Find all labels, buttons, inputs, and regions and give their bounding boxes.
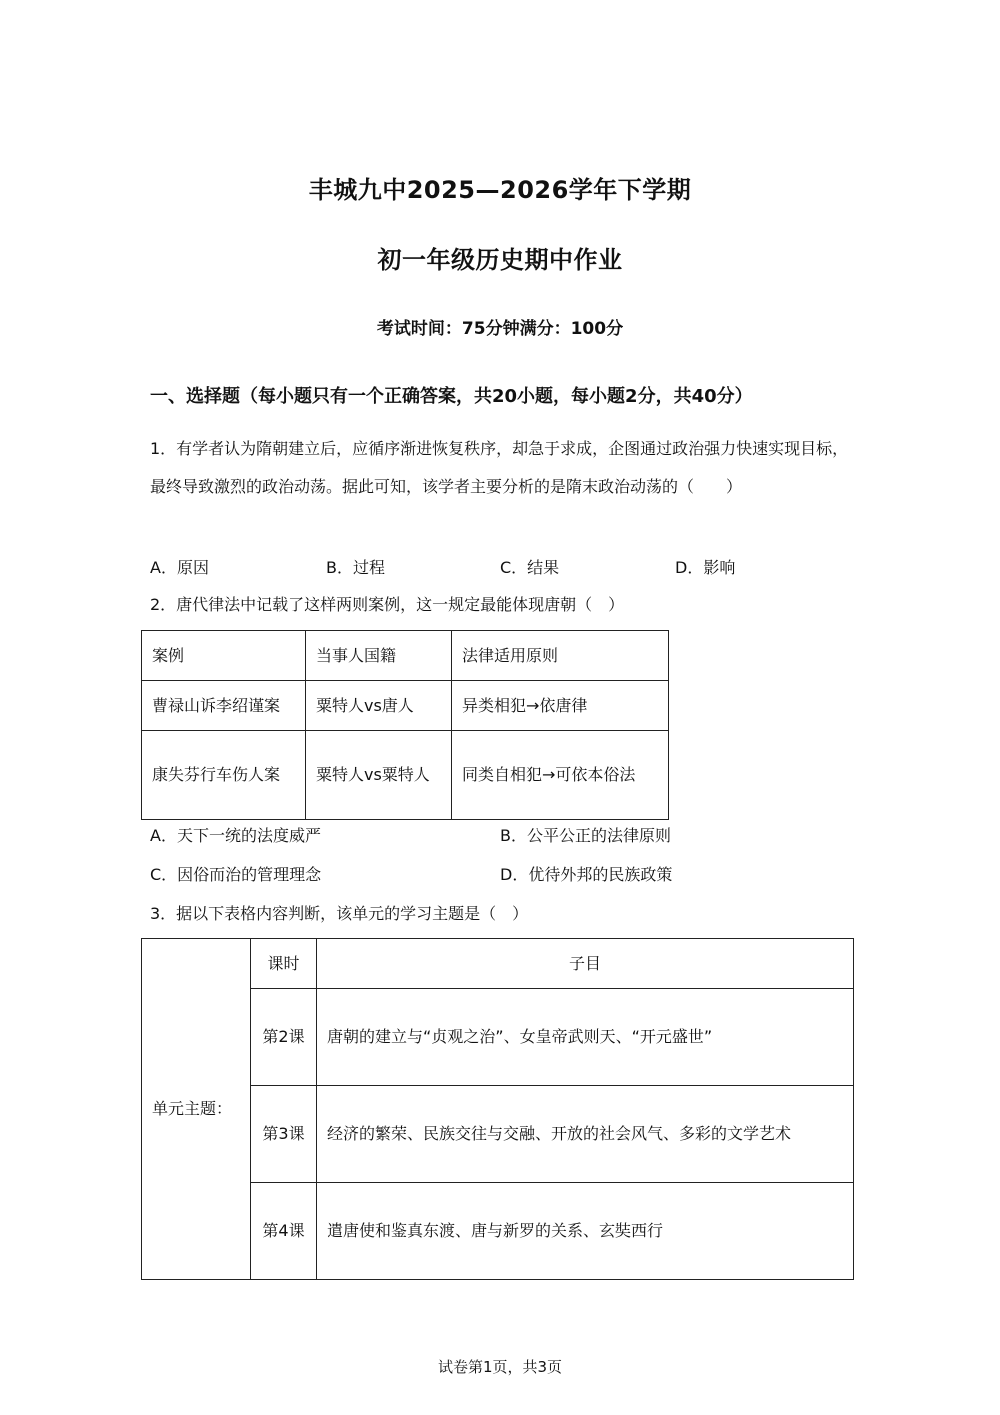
table-row [142, 681, 669, 731]
table-header-row [142, 631, 669, 681]
question-1-stem: 1．有学者认为隋朝建立后，应循序渐进恢复秩序，却急于求成，企图通过政治强力快速实现目标，最终导致激烈的政治动荡。据此可知，该学者主要分析的是隋末政治动荡的（ ） [150, 439, 849, 496]
question-1-option-d[interactable]: D．影响 [675, 558, 736, 577]
table-header-cell: 法律适用原则 [452, 631, 669, 681]
table-cell: 同类自相犯→可依本俗法 [452, 731, 669, 820]
table-cell: 康失芬行车伤人案 [142, 731, 306, 820]
question-3-stem: 3．据以下表格内容判断，该单元的学习主题是（ ） [150, 904, 529, 923]
question-1-option-a[interactable]: A．原因 [150, 558, 209, 577]
page-footer: 试卷第1页，共3页 [437, 1358, 563, 1376]
table-cell: 第3课 [251, 1086, 317, 1183]
table-cell: 第4课 [251, 1183, 317, 1280]
table-cell: 粟特人vs粟特人 [306, 731, 452, 820]
question-2-options-row1 [150, 823, 850, 847]
table-row [142, 731, 669, 820]
section-heading: 一、选择题（每小题只有一个正确答案，共20小题，每小题2分，共40分） [150, 386, 753, 407]
table-cell: 遣唐使和鉴真东渡、唐与新罗的关系、玄奘西行 [317, 1183, 854, 1280]
question-1-option-c[interactable]: C．结果 [500, 558, 560, 577]
unit-theme-label: 单元主题： [142, 939, 251, 1280]
question-2-stem: 2．唐代律法中记载了这样两则案例，这一规定最能体现唐朝（ ） [150, 595, 625, 614]
exam-title: 丰城九中2025—2026学年下学期 [308, 176, 692, 204]
table-header-cell: 案例 [142, 631, 306, 681]
table-header-cell: 子目 [317, 939, 854, 989]
table-header-row [142, 939, 854, 989]
table-header-cell: 课时 [251, 939, 317, 989]
table-cell: 唐朝的建立与“贞观之治”、女皇帝武则天、“开元盛世” [317, 989, 854, 1086]
question-2-option-c[interactable]: C．因俗而治的管理理念 [150, 865, 322, 884]
table-cell: 曹禄山诉李绍谨案 [142, 681, 306, 731]
question-1-option-b[interactable]: B．过程 [326, 558, 385, 577]
table-header-cell: 当事人国籍 [306, 631, 452, 681]
question-3-table [141, 938, 854, 1280]
table-cell: 粟特人vs唐人 [306, 681, 452, 731]
question-2-option-d[interactable]: D．优待外邦的民族政策 [500, 865, 673, 884]
question-2-options-row2 [150, 862, 850, 886]
question-2-option-b[interactable]: B．公平公正的法律原则 [500, 826, 671, 845]
table-cell: 经济的繁荣、民族交往与交融、开放的社会风气、多彩的文学艺术 [317, 1086, 854, 1183]
table-cell: 第2课 [251, 989, 317, 1086]
question-1-options [150, 555, 850, 579]
exam-info: 考试时间：75分钟满分：100分 [376, 319, 624, 339]
exam-subtitle: 初一年级历史期中作业 [377, 246, 623, 274]
question-2-option-a[interactable]: A．天下一统的法度威严 [150, 826, 321, 845]
question-2-table [141, 630, 669, 820]
table-cell: 异类相犯→依唐律 [452, 681, 669, 731]
